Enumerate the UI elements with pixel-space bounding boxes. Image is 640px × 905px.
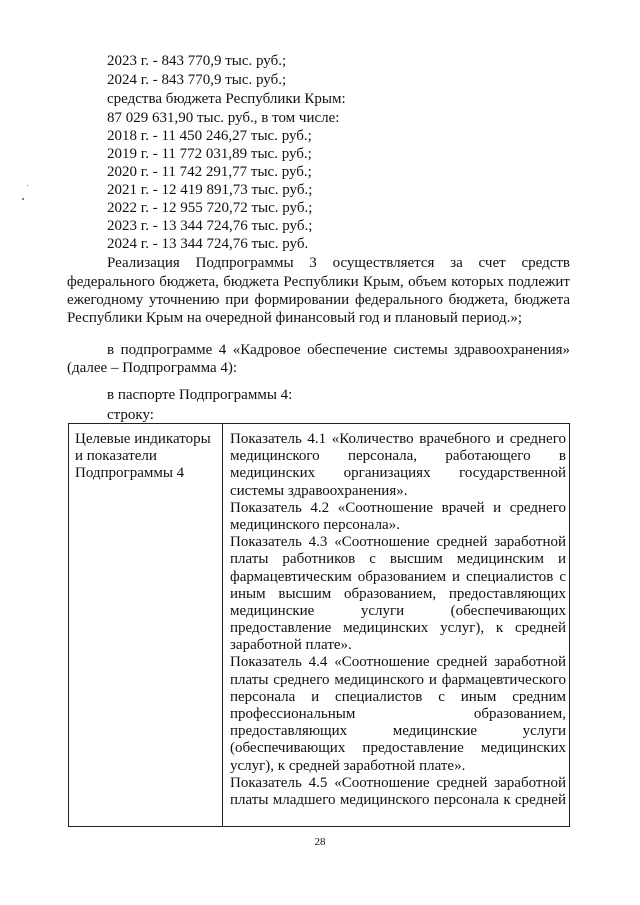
indicator-text-line: Показатель 4.3 «Соотношение средней заработной [230, 534, 566, 551]
indicator-text-line: предоставление медицинских услуг), к средней [230, 620, 566, 637]
indicator-text-line: медицинского персонала». [230, 516, 400, 533]
indicator-text-line: Показатель 4.5 «Соотношение средней заработной [230, 774, 566, 791]
table-cell-indicators [230, 431, 566, 809]
subprogram-paragraph-line: в подпрограмме 4 «Кадровое обеспечение системы здравоохранения» [107, 342, 570, 358]
realization-paragraph-line: ежегодному уточнению при формировании федерального бюджета, бюджета [67, 292, 570, 308]
table-cell-label-line: Целевые индикаторы [75, 431, 211, 447]
indicator-text-line: платы младшего медицинского персонала к средней [230, 791, 566, 808]
indicator-text-line: платы работников с высшим медицинским и [230, 551, 566, 568]
scan-speck [27, 185, 28, 186]
realization-paragraph-line: федерального бюджета, бюджета Республики Крым, объем которых подлежит [67, 274, 570, 290]
budget-line: 2019 г. - 11 772 031,89 тыс. руб.; [107, 146, 312, 162]
indicator-text-line: медицинского персонала, работающего в [230, 448, 566, 465]
indicator-text-line: медицинских организациях государственной [230, 465, 566, 482]
indicators-table [68, 423, 570, 827]
indicator-text-line: Показатель 4.2 «Соотношение врачей и среднего [230, 499, 566, 516]
budget-line: средства бюджета Республики Крым: [107, 91, 346, 107]
row-line: строку: [107, 407, 154, 423]
indicator-text-line: (обеспечивающих предоставление медицинских [230, 740, 566, 757]
budget-line: 2020 г. - 11 742 291,77 тыс. руб.; [107, 164, 312, 180]
budget-line: 2018 г. - 11 450 246,27 тыс. руб.; [107, 128, 312, 144]
indicator-text-line: услуг), к средней заработной плате». [230, 757, 466, 774]
indicator-text-line: предоставляющих медицинские услуги [230, 723, 566, 740]
realization-paragraph-line: Реализация Подпрограммы 3 осуществляется за счет средств [107, 255, 570, 271]
budget-line: 87 029 631,90 тыс. руб., в том числе: [107, 110, 340, 126]
indicator-text-line: платы среднего медицинского и фармацевтического [230, 671, 566, 688]
table-cell-label-line: Подпрограммы 4 [75, 465, 185, 481]
indicator-text-line: фармацевтическим образованием и специалистов с [230, 568, 566, 585]
indicator-text-line: персонала и специалистов с иным средним [230, 688, 566, 705]
indicator-text-line: Показатель 4.4 «Соотношение средней заработной [230, 654, 566, 671]
realization-paragraph-line: Республики Крым на очередной финансовый год и плановый период.»; [67, 310, 522, 326]
scan-speck [22, 198, 24, 200]
table-cell-label-line: и показатели [75, 448, 157, 464]
budget-line: 2021 г. - 12 419 891,73 тыс. руб.; [107, 182, 313, 198]
passport-line: в паспорте Подпрограммы 4: [107, 387, 293, 403]
budget-line: 2024 г. - 13 344 724,76 тыс. руб. [107, 236, 309, 252]
indicator-text-line: системы здравоохранения». [230, 482, 408, 499]
table-column-divider [222, 424, 223, 826]
indicator-text-line: Показатель 4.1 «Количество врачебного и среднего [230, 431, 566, 447]
budget-line: 2023 г. - 13 344 724,76 тыс. руб.; [107, 218, 313, 234]
indicator-text-line: заработной плате». [230, 637, 352, 654]
page-number: 28 [314, 836, 326, 848]
table-cell-label [75, 431, 221, 482]
indicator-text-line: профессиональным образованием, [230, 706, 566, 722]
budget-line: 2024 г. - 843 770,9 тыс. руб.; [107, 72, 287, 88]
budget-line: 2022 г. - 12 955 720,72 тыс. руб.; [107, 200, 313, 216]
budget-line: 2023 г. - 843 770,9 тыс. руб.; [107, 53, 287, 69]
indicator-text-line: медицинские услуги (обеспечивающих [230, 602, 566, 619]
indicator-text-line: иным высшим образованием, предоставляющих [230, 585, 566, 602]
subprogram-paragraph-line: (далее – Подпрограмма 4): [67, 360, 238, 376]
